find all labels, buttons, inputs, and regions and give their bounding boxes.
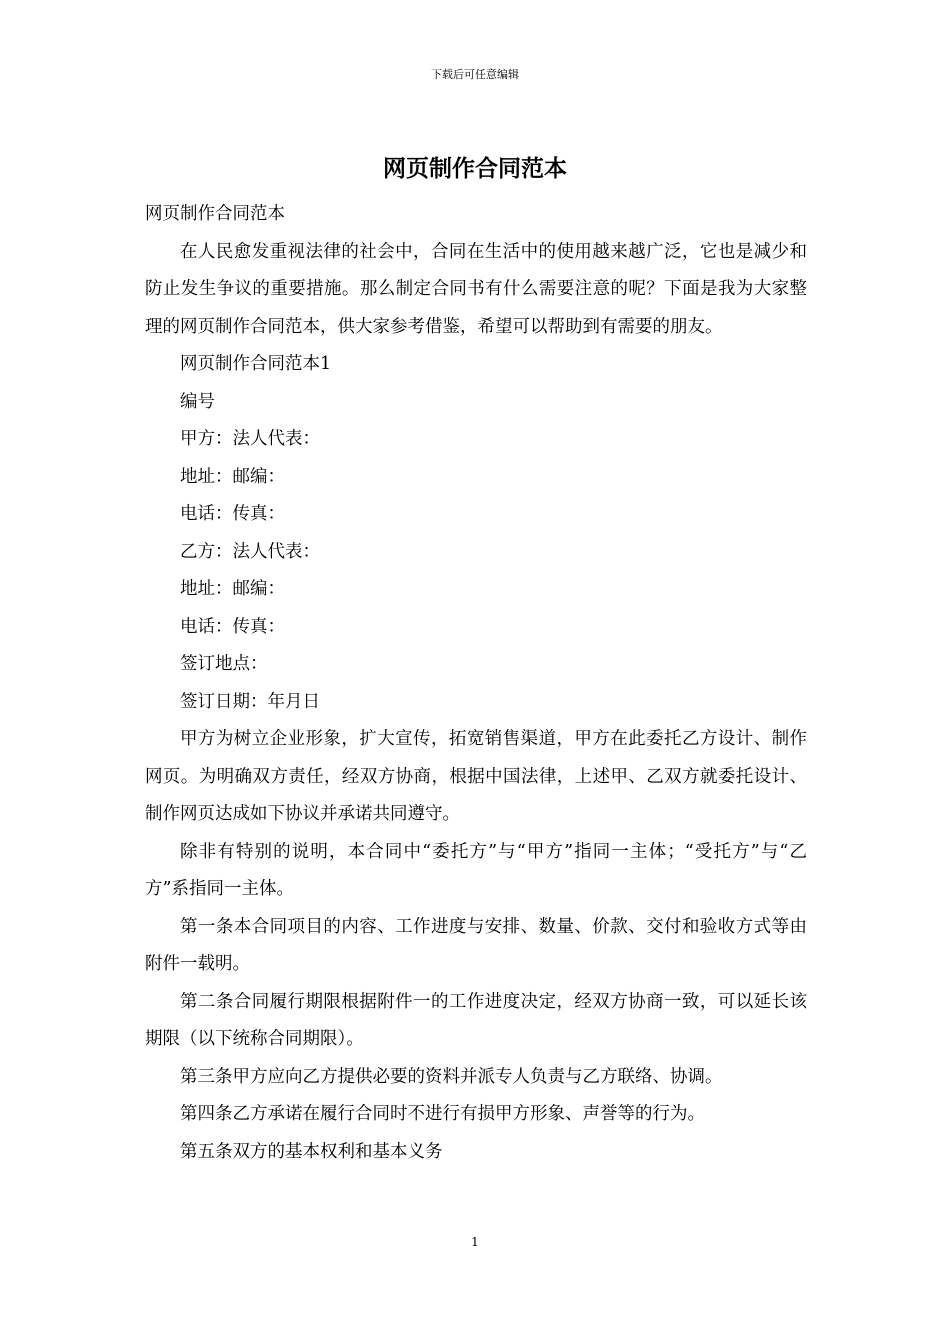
paragraph: 签订日期：年月日 [180,691,320,712]
page-header-note: 下载后可任意编辑 [431,68,519,81]
paragraph: 地址：邮编： [180,579,285,599]
paragraph: 甲方为树立企业形象，扩大宣传，拓宽销售渠道，甲方在此委托乙方设计、制作网页。为明确双方责任，经双方协商，根据中国法律，上述甲、乙双方就委托设计、制作网页达成如下协议并承诺共同遵守。 [145,729,807,824]
paragraph: 地址：邮编： [180,466,285,487]
paragraph: 第四条乙方承诺在履行合同时不进行有损甲方形象、声誉等的行为。 [180,1104,705,1124]
paragraph: 网页制作合同范本1 [180,354,332,374]
paragraph: 乙方：法人代表： [180,541,320,562]
paragraph: 除非有特别的说明，本合同中“委托方”与“甲方”指同一主体；“受托方”与“乙方”系指同一主体。 [145,841,807,899]
document-title: 网页制作合同范本 [383,155,567,182]
paragraph: 签订地点： [180,654,268,674]
paragraph: 在人民愈发重视法律的社会中，合同在生活中的使用越来越广泛，它也是减少和防止发生争议的重要措施。那么制定合同书有什么需要注意的呢？下面是我为大家整理的网页制作合同范本，供大家参考借鉴，希望可以帮助到有需要的朋友。 [145,241,807,337]
paragraph: 电话：传真： [180,504,285,524]
paragraph: 甲方：法人代表： [180,429,320,449]
page-number: 1 [471,1235,479,1249]
document-body [145,196,807,1171]
paragraph: 第三条甲方应向乙方提供必要的资料并派专人负责与乙方联络、协调。 [180,1066,723,1087]
paragraph: 第二条合同履行期限根据附件一的工作进度决定，经双方协商一致，可以延长该期限（以下统称合同期限）。 [145,991,807,1049]
paragraph: 电话：传真： [180,616,285,637]
paragraph: 网页制作合同范本 [145,204,285,224]
paragraph: 第五条双方的基本权利和基本义务 [180,1141,443,1162]
paragraph: 第一条本合同项目的内容、工作进度与安排、数量、价款、交付和验收方式等由附件一载明。 [145,916,807,974]
paragraph: 编号 [180,391,215,412]
